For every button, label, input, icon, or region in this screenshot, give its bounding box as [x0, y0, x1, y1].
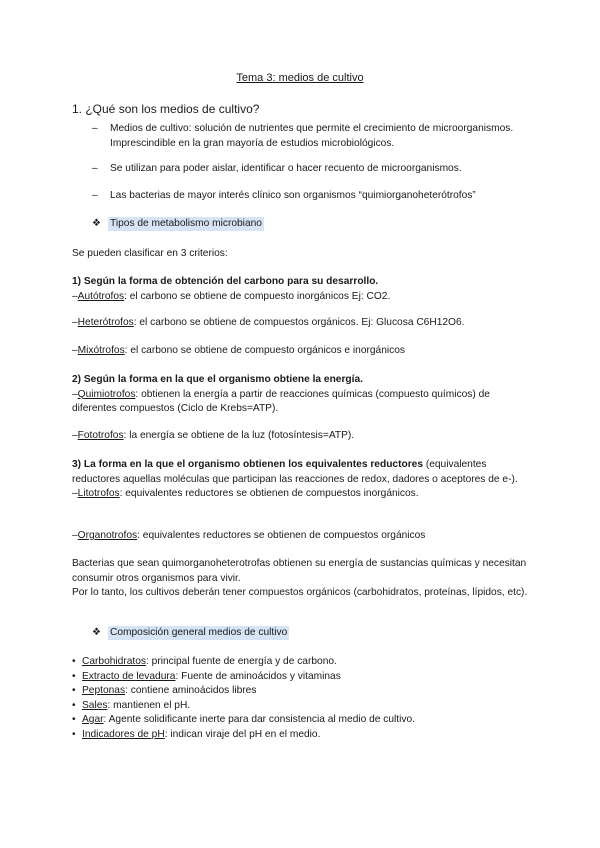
definition: : mantienen el pH. [107, 699, 191, 711]
criterion-item: –Quimiotrofos: obtienen la energía a partir de reacciones químicas (compuesto químicos) de diferentes compuestos (Ciclo de Krebs=ATP). [72, 388, 490, 414]
definition: : equivalentes reductores se obtienen de compuestos orgánicos [137, 530, 426, 541]
dash-marker: – [92, 190, 98, 201]
definition: : el carbono se obtiene de compuesto inorgánicos Ej: CO2. [124, 290, 391, 302]
definition: : principal fuente de energía y de carbono. [146, 656, 337, 667]
list-item [72, 699, 415, 714]
subsection-label: Tipos de metabolismo microbiano [110, 218, 262, 229]
term: Extracto de levadura [82, 670, 176, 682]
term: Indicadores de pH [82, 728, 165, 740]
intro-text: Se pueden clasificar en 3 criterios: [72, 248, 228, 259]
criterion-3 [72, 458, 532, 502]
diamond-bullet-icon: ❖ [92, 627, 101, 638]
criterion-item: –Organotrofos: equivalentes reductores se obtienen de compuestos orgánicos [72, 530, 426, 541]
criterion-item: –Fototrofos: la energía se obtiene de la luz (fotosíntesis=ATP). [72, 430, 355, 441]
criterion-item: –Litotrofos: equivalentes reductores se obtienen de compuestos inorgánicos. [72, 488, 419, 499]
page-title: Tema 3: medios de cultivo [236, 72, 364, 84]
definition: : la energía se obtiene de la luz (fotosíntesis=ATP). [123, 430, 355, 441]
criterion-1 [72, 275, 532, 304]
bullet-dot: • [72, 728, 76, 740]
criterion-heading-rest: (equivalentes reductores aquellas moléculas que participan las reacciones de redox, dadores o aceptores de e-). [72, 459, 518, 485]
list-item [72, 713, 415, 728]
term: Peptonas [82, 685, 126, 696]
criterion-heading [72, 458, 532, 487]
term: Quimiotrofos [77, 388, 136, 400]
term: Carbohidratos [82, 656, 146, 667]
bullet-dot: • [72, 714, 76, 725]
term: Agar [82, 714, 104, 725]
list-item [72, 684, 415, 699]
criterion-item: –Autótrofos: el carbono se obtiene de compuesto inorgánicos Ej: CO2. [72, 290, 391, 302]
definition: : el carbono se obtiene de compuestos orgánicos. Ej: Glucosa C6H12O6. [133, 317, 465, 328]
criterion-item: –Mixótrofos: el carbono se obtiene de compuesto orgánicos e inorgánicos [72, 345, 406, 356]
criterion-heading-bold: 3) La forma en la que el organismo obtienen los equivalentes reductores [72, 459, 423, 470]
term: Litotrofos [77, 488, 120, 499]
criterion-item: –Heterótrofos: el carbono se obtiene de compuestos orgánicos. Ej: Glucosa C6H12O6. [72, 317, 465, 328]
criterion-heading: 1) Según la forma de obtención del carbono para su desarrollo. [72, 276, 379, 287]
composition-list [72, 655, 415, 742]
bullet-dot: • [72, 670, 76, 682]
list-item [72, 670, 415, 685]
term: Mixótrofos [77, 345, 125, 356]
term: Heterótrofos [77, 317, 134, 328]
section-heading: 1. ¿Qué son los medios de cultivo? [72, 102, 260, 116]
term: Autótrofos [77, 290, 125, 302]
definition: : Agente solidificante inerte para dar consistencia al medio de cultivo. [103, 714, 415, 725]
dash-marker: – [92, 123, 98, 134]
definition: : equivalentes reductores se obtienen de compuestos inorgánicos. [119, 488, 419, 499]
dash-marker: – [92, 163, 98, 174]
bullet-dot: • [72, 685, 76, 696]
definition: : Fuente de aminoácidos y vitaminas [175, 670, 341, 682]
bullet-dot: • [72, 699, 76, 711]
subsection-label: Composición general medios de cultivo [110, 627, 288, 638]
paragraph-line: Por lo tanto, los cultivos deberán tener compuestos orgánicos (carbohidratos, proteínas, lípidos, etc). [72, 587, 528, 598]
paragraph-line: Bacterias que sean quimorganoheterotrofas obtienen su energía de sustancias químicas y necesitan consumir otros organismos para vivir. [72, 558, 527, 584]
paragraph [72, 557, 532, 601]
diamond-bullet-icon: ❖ [92, 218, 101, 229]
list-item-text: Se utilizan para poder aislar, identificar o hacer recuento de microorganismos. [110, 163, 462, 174]
bullet-dot: • [72, 656, 76, 667]
list-item-text: Las bacterias de mayor interés clínico son organismos “quimiorganoheterótrofos” [110, 190, 476, 201]
definition: : el carbono se obtiene de compuesto orgánicos e inorgánicos [124, 345, 406, 356]
definition: : obtienen la energía a partir de reacciones químicas (compuesto químicos) de diferentes compuestos (Ciclo de Krebs=ATP). [72, 388, 490, 414]
definition: : contiene aminoácidos libres [125, 685, 257, 696]
definition: : indican viraje del pH en el medio. [164, 728, 321, 740]
term: Fototrofos [77, 430, 124, 441]
term: Sales [82, 699, 108, 711]
term: Organotrofos [77, 530, 138, 541]
list-item [72, 655, 415, 670]
criterion-heading: 2) Según la forma en la que el organismo obtiene la energía. [72, 374, 363, 385]
list-item-text: Medios de cultivo: solución de nutrientes que permite el crecimiento de microorganismos. Imprescindible en la gran mayoría de estudios microbiológicos. [110, 123, 514, 149]
list-item [72, 728, 415, 743]
criterion-2 [72, 373, 532, 417]
